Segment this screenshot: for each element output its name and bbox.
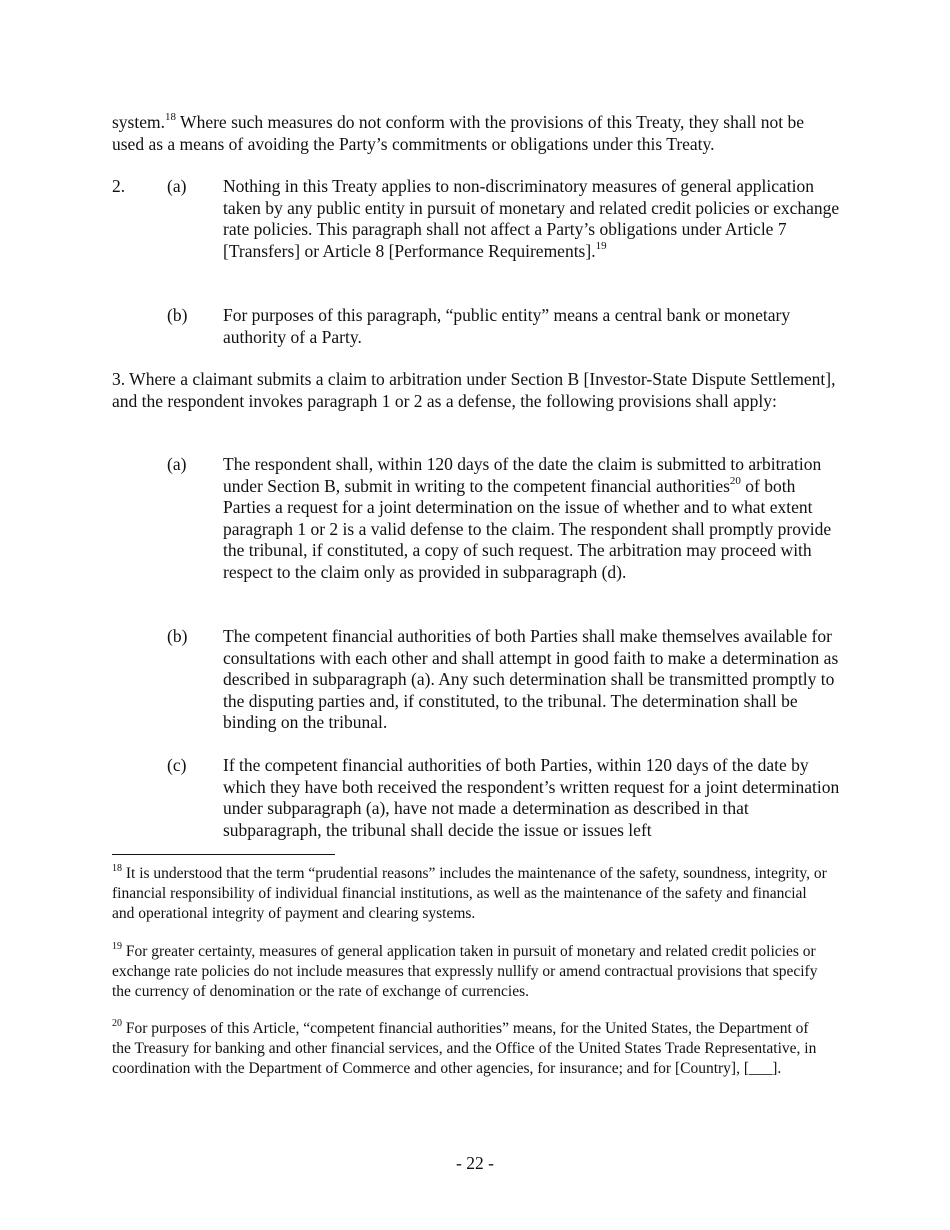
para2-b-label: (b) xyxy=(167,305,188,325)
footnote-number: 18 xyxy=(112,862,122,874)
footnote-20 xyxy=(112,1019,830,1079)
para2-number: 2. xyxy=(112,176,126,196)
para3-b-label: (b) xyxy=(167,626,188,646)
intro-tail: Where such measures do not conform with the provisions of this Treaty, they shall not be used as a means of avoiding the Party’s commitments or obligations under this Treaty. xyxy=(112,112,804,154)
para3-b-text: The competent financial authorities of both Parties shall make themselves available for consultations with each other and shall attempt in good faith to make a determination as described in subparagraph (a). Any such determination shall be transmitted promptly to the disputing parties and, if constituted, to the tribunal. The determination shall be binding on the tribunal. xyxy=(223,626,839,732)
footnote-text: For greater certainty, measures of general application taken in pursuit of monetary and related credit policies or exchange rate policies do not include measures that expressly nullify or amend contractual provisions that specify the currency of denomination or the rate of exchange of currencies. xyxy=(112,943,818,1000)
footnote-number: 20 xyxy=(112,1017,122,1029)
para2-a-label: (a) xyxy=(167,176,187,196)
intro-paragraph xyxy=(112,112,838,155)
para2-b-text: For purposes of this paragraph, “public entity” means a central bank or monetary authority of a Party. xyxy=(223,305,791,347)
para3-a-body-2: of both Parties a request for a joint determination on the issue of whether and to what extent paragraph 1 or 2 is a valid defense to the claim. The respondent shall promptly provide the tribunal, if constituted, a copy of such request. The arbitration may proceed with respect to the claim only as provided in subparagraph (d). xyxy=(223,475,832,582)
para3-a-body-1: The respondent shall, within 120 days of the date the claim is submitted to arbitration under Section B, submit in writing to the competent financial authorities xyxy=(223,454,822,496)
para2-a-text xyxy=(223,176,840,262)
footnote-ref-20[interactable]: 20 xyxy=(729,474,741,487)
para3-c-label: (c) xyxy=(167,755,187,775)
footnote-ref-19[interactable]: 19 xyxy=(595,239,607,252)
footnote-text: For purposes of this Article, “competent financial authorities” means, for the United States, the Department of the Treasury for banking and other financial services, and the Office of the United States Trade Representative, in coordination with the Department of Commerce and other agencies, for insurance; and for [Country], [___]. xyxy=(112,1020,817,1077)
footnote-18 xyxy=(112,864,830,924)
footnote-separator xyxy=(112,854,335,855)
para3-a-text xyxy=(223,454,840,583)
para2-a-body: Nothing in this Treaty applies to non-discriminatory measures of general application taken by any public entity in pursuit of monetary and related credit policies or exchange rate policies. This paragraph shall not affect a Party’s obligations under Article 7 [Transfers] or Article 8 [Performance Requirements]. xyxy=(223,176,840,261)
footnote-ref-18[interactable]: 18 xyxy=(165,111,176,124)
footnote-number: 19 xyxy=(112,940,122,952)
para3-c-text: If the competent financial authorities of both Parties, within 120 days of the date by which they have both received the respondent’s written request for a joint determination under subparagraph (a), have not made a determination as described in that subparagraph, the tribunal shall decide the issue or issues left xyxy=(223,755,840,840)
para3-intro: 3. Where a claimant submits a claim to arbitration under Section B [Investor-State Dispute Settlement], and the respondent invokes paragraph 1 or 2 as a defense, the following provisions shall apply: xyxy=(112,369,836,411)
intro-lead: system. xyxy=(112,112,165,132)
footnote-text: It is understood that the term “prudential reasons” includes the maintenance of the safety, soundness, integrity, or financial responsibility of individual financial institutions, as well as the maintenance of the safety and financial and operational integrity of payment and clearing systems. xyxy=(112,865,827,922)
page-number: - 22 - xyxy=(456,1153,494,1173)
para3-a-label: (a) xyxy=(167,454,187,474)
footnote-19 xyxy=(112,942,830,1002)
